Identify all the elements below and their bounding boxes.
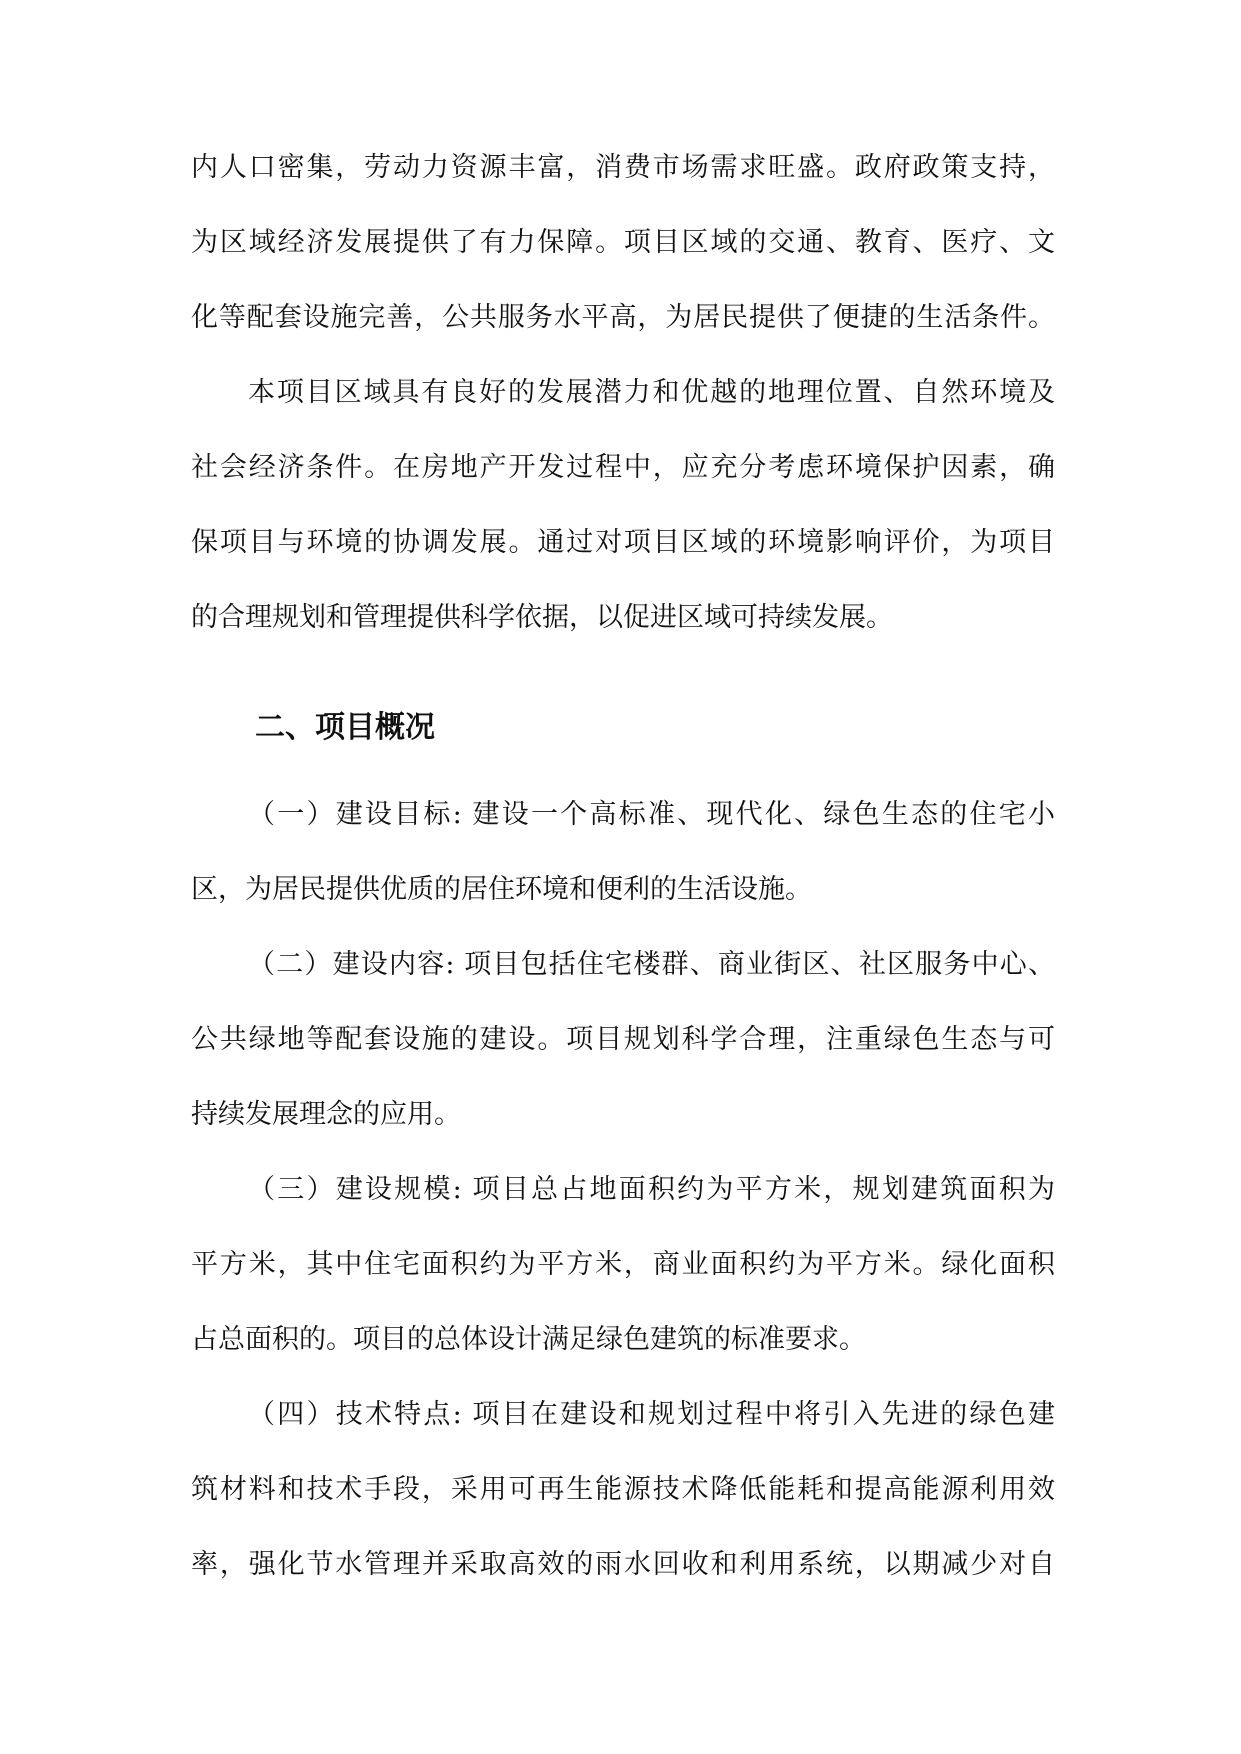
para5-line-2: 平方米，其中住宅面积约为平方米，商业面积约为平方米。绿化面积 — [191, 1249, 1055, 1280]
para5-line-3: 占总面积的。项目的总体设计满足绿色建筑的标准要求。 — [191, 1324, 866, 1355]
para3-line-1: （一）建设目标: 建设一个高标准、现代化、绿色生态的住宅小 — [248, 799, 1055, 830]
para3-line-2: 区，为居民提供优质的居住环境和便利的生活设施。 — [191, 874, 812, 905]
para1-line-3: 化等配套设施完善，公共服务水平高，为居民提供了便捷的生活条件。 — [191, 302, 1055, 333]
para2-line-4: 的合理规划和管理提供科学依据，以促进区域可持续发展。 — [191, 602, 893, 633]
para5-line-1: （三）建设规模: 项目总占地面积约为平方米，规划建筑面积为 — [248, 1174, 1055, 1205]
para2-line-2: 社会经济条件。在房地产开发过程中，应充分考虑环境保护因素，确 — [191, 452, 1055, 483]
para1-line-2: 为区域经济发展提供了有力保障。项目区域的交通、教育、医疗、文 — [191, 227, 1055, 258]
section-heading: 二、项目概况 — [255, 710, 435, 745]
para1-line-1: 内人口密集，劳动力资源丰富，消费市场需求旺盛。政府政策支持， — [191, 152, 1055, 183]
para6-line-2: 筑材料和技术手段，采用可再生能源技术降低能耗和提高能源利用效 — [191, 1474, 1055, 1505]
para4-line-3: 持续发展理念的应用。 — [191, 1099, 461, 1130]
para6-line-1: （四）技术特点: 项目在建设和规划过程中将引入先进的绿色建 — [248, 1399, 1055, 1430]
para4-line-1: （二）建设内容: 项目包括住宅楼群、商业街区、社区服务中心、 — [248, 949, 1055, 980]
para2-line-3: 保项目与环境的协调发展。通过对项目区域的环境影响评价，为项目 — [191, 527, 1055, 558]
para2-line-1: 本项目区域具有良好的发展潜力和优越的地理位置、自然环境及 — [248, 377, 1055, 408]
para4-line-2: 公共绿地等配套设施的建设。项目规划科学合理，注重绿色生态与可 — [191, 1024, 1055, 1055]
para6-line-3: 率，强化节水管理并采取高效的雨水回收和利用系统，以期减少对自 — [191, 1549, 1055, 1580]
